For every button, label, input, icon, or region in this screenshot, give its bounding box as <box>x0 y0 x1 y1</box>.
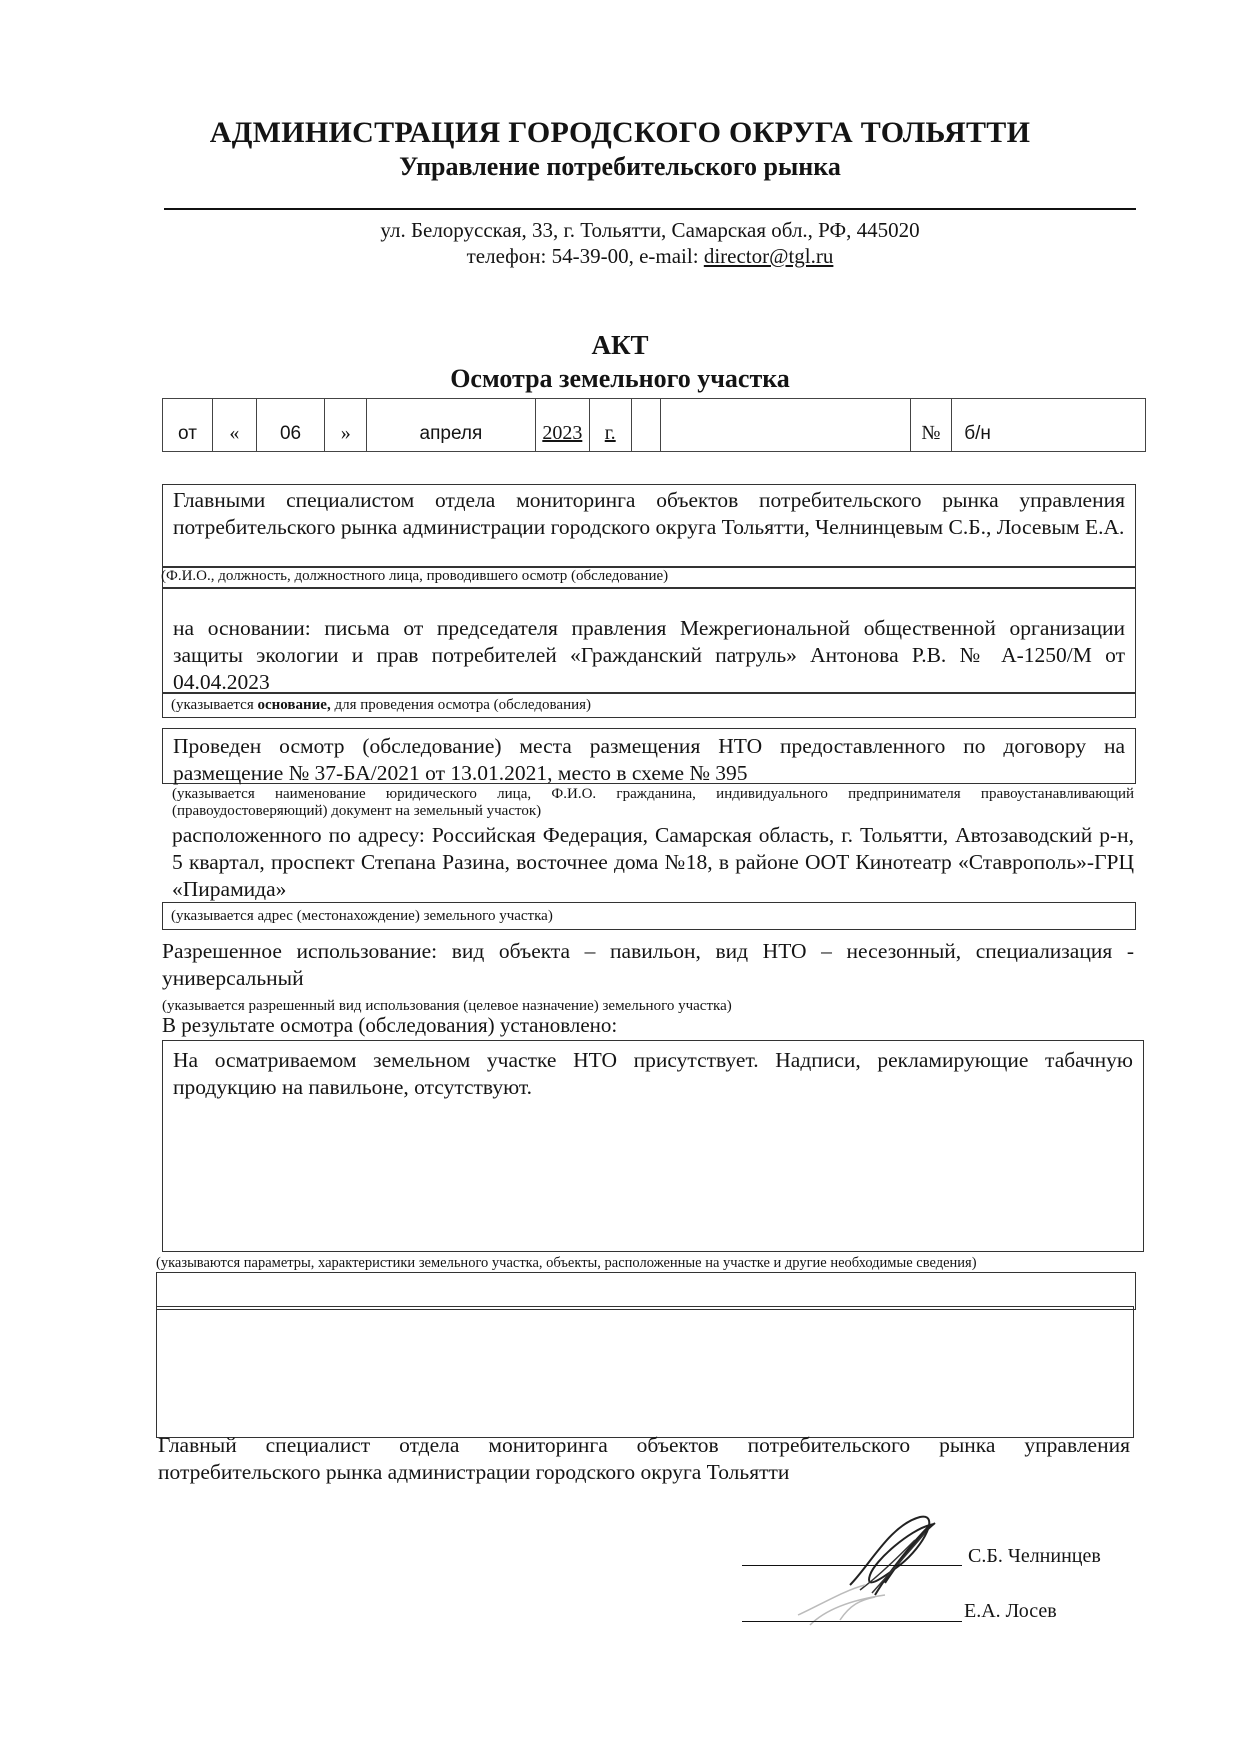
date-empty-cell <box>631 399 660 452</box>
date-month: апреля <box>367 399 536 452</box>
organization-address: ул. Белорусская, 33, г. Тольятти, Самарская обл., РФ, 445020 <box>380 218 920 242</box>
date-blank-cell <box>660 399 910 452</box>
permitted-use-text: Разрешенное использование: вид объекта – павильон, вид НТО – несезонный, специализация - универсальный <box>162 939 1134 990</box>
document-subtitle: Осмотра земельного участка <box>450 364 790 393</box>
address-note-box <box>162 902 1136 930</box>
date-number-table <box>162 398 1146 452</box>
basis-note-box <box>162 692 1136 718</box>
result-note: (указываются параметры, характеристики земельного участка, объекты, расположенные на участке и другие необходимые сведения) <box>156 1255 977 1271</box>
basis-note <box>171 697 591 714</box>
number-label: № <box>910 399 952 452</box>
inspectors-note: (Ф.И.О., должность, должностного лица, проводившего осмотр (обследование) <box>161 568 669 584</box>
phone-text: телефон: 54-39-00, e-mail: <box>466 244 704 268</box>
empty-box-1 <box>156 1272 1136 1310</box>
date-day: 06 <box>256 399 325 452</box>
date-open-quote: « <box>212 399 256 452</box>
organization-title: АДМИНИСТРАЦИЯ ГОРОДСКОГО ОКРУГА ТОЛЬЯТТИ <box>209 116 1031 149</box>
document-title: АКТ <box>591 330 649 360</box>
basis-note-post: для проведения осмотра (обследования) <box>330 697 592 713</box>
empty-box-2 <box>156 1306 1134 1438</box>
basis-box <box>162 588 1136 694</box>
inspection-box <box>162 728 1136 784</box>
inspection-text: Проведен осмотр (обследование) места размещения НТО предоставленного по договору на размещение № 37-БА/2021 от 13.01.2021, место в схеме № 395 <box>173 734 1125 785</box>
email-link[interactable]: director@tgl.ru <box>703 244 834 268</box>
result-box <box>162 1040 1144 1252</box>
document-number: б/н <box>952 399 1146 452</box>
inspection-note: (указывается наименование юридического лица, Ф.И.О. гражданина, индивидуального предпринимателя правоустанавливающий (правоудостоверяющий) документ на земельный участок) <box>172 786 1134 819</box>
permitted-use-note: (указывается разрешенный вид использования (целевое назначение) земельного участка) <box>162 998 732 1014</box>
result-heading: В результате осмотра (обследования) установлено: <box>162 1013 618 1037</box>
date-close-quote: » <box>325 399 367 452</box>
inspection-address-note: (указывается адрес (местонахождение) земельного участка) <box>171 908 553 924</box>
organization-contacts <box>0 244 1240 269</box>
basis-note-bold: основание, <box>257 697 331 713</box>
header-divider <box>164 208 1136 210</box>
inspection-address-text: расположенного по адресу: Российская Федерация, Самарская область, г. Тольятти, Автозаводский р-н, 5 квартал, проспект Степана Разина, восточнее дома №18, в районе ООТ Кинотеатр «Ставрополь»-ГРЦ «Пирамида» <box>172 823 1134 901</box>
signature-line-1 <box>742 1565 962 1566</box>
inspectors-text: Главными специалистом отдела мониторинга объектов потребительского рынка управления потребительского рынка администрации городского округа Тольятти, Челнинцевым С.Б., Лосевым Е.А. <box>173 488 1125 539</box>
date-from-label: от <box>163 399 213 452</box>
signature-line-2 <box>742 1621 962 1622</box>
inspectors-box <box>162 484 1136 568</box>
date-year-suffix: г. <box>589 399 631 452</box>
inspectors-note-box <box>162 566 1136 588</box>
signatory-position: Главный специалист отдела мониторинга объектов потребительского рынка управления потребительского рынка администрации городского округа Тольятти <box>158 1433 1130 1484</box>
basis-note-pre: (указывается <box>171 697 258 713</box>
result-text: На осматриваемом земельном участке НТО присутствует. Надписи, рекламирующие табачную продукцию на павильоне, отсутствуют. <box>173 1048 1133 1099</box>
signatory-name-2: Е.А. Лосев <box>964 1600 1057 1622</box>
date-year: 2023 <box>535 399 589 452</box>
basis-text: на основании: письма от председателя правления Межрегиональной общественной организации защиты экологии и прав потребителей «Гражданский патруль» Антонова Р.В. № А-1250/М от 04.04.2023 <box>173 616 1125 694</box>
department-title: Управление потребительского рынка <box>399 152 841 181</box>
signatory-name-1: С.Б. Челнинцев <box>968 1545 1101 1567</box>
